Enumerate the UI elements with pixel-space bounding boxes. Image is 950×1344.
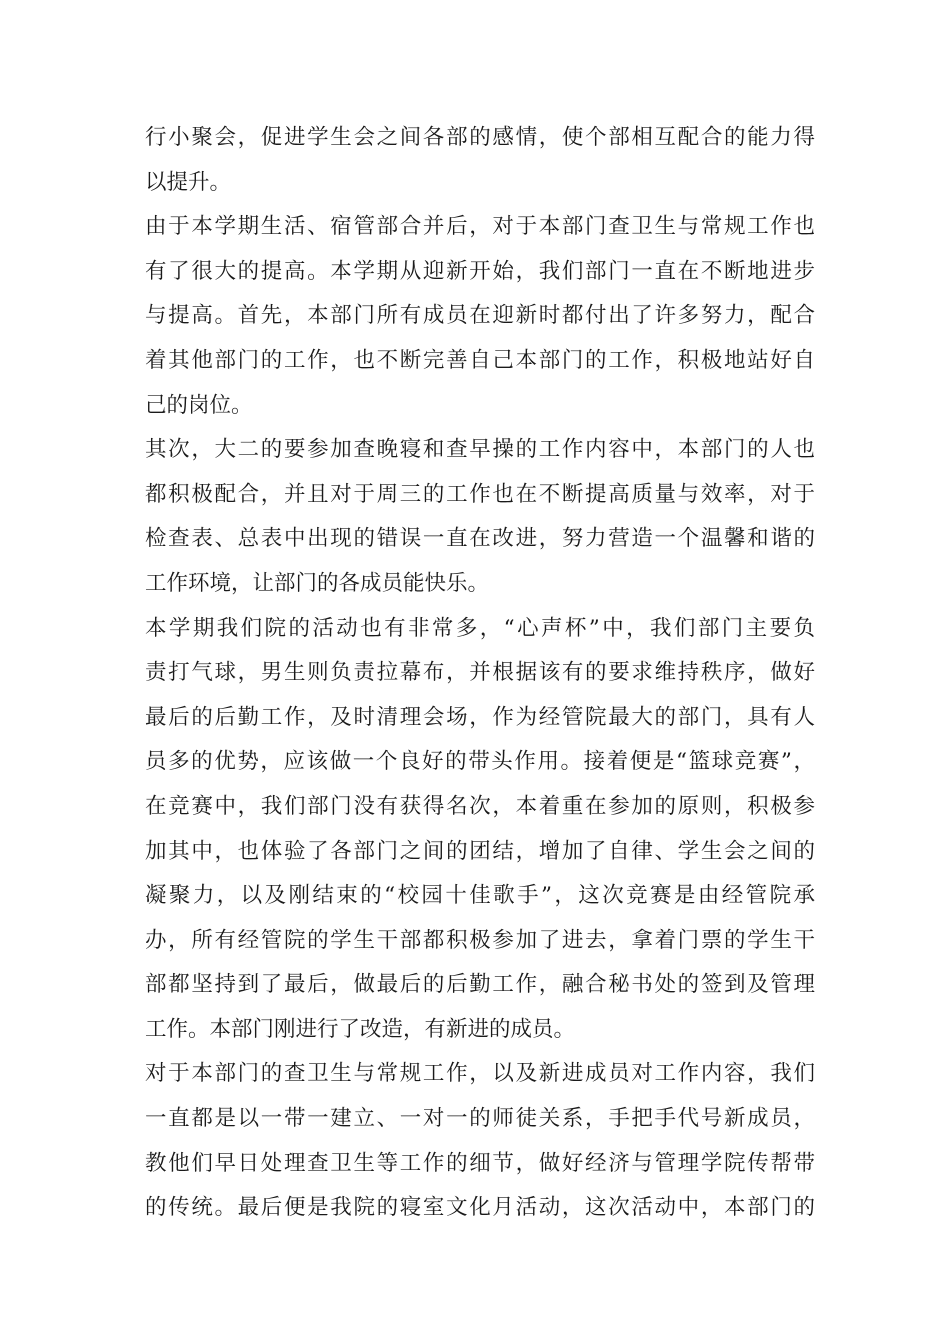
text-line: 都积极配合，并且对于周三的工作也在不断提高质量与效率，对于 <box>145 481 815 507</box>
text-line: 员多的优势，应该做一个良好的带头作用。接着便是“篮球竞赛”， <box>145 749 815 775</box>
text-line: 着其他部门的工作，也不断完善自己本部门的工作，积极地站好自 <box>145 347 815 373</box>
text-line: 加其中，也体验了各部门之间的团结，增加了自律、学生会之间的 <box>145 838 815 864</box>
body-text <box>145 116 815 1231</box>
text-line: 与提高。首先，本部门所有成员在迎新时都付出了许多努力，配合 <box>145 303 815 329</box>
text-line: 教他们早日处理查卫生等工作的细节，做好经济与管理学院传帮带 <box>145 1150 815 1176</box>
text-line: 对于本部门的查卫生与常规工作，以及新进成员对工作内容，我们 <box>145 1061 815 1087</box>
text-line: 本学期我们院的活动也有非常多，“心声杯”中，我们部门主要负 <box>145 615 815 641</box>
text-line: 在竞赛中，我们部门没有获得名次，本着重在参加的原则，积极参 <box>145 793 815 819</box>
text-line: 凝聚力，以及刚结束的“校园十佳歌手”，这次竞赛是由经管院承 <box>145 883 815 909</box>
text-line: 部都坚持到了最后，做最后的后勤工作，融合秘书处的签到及管理 <box>145 972 815 998</box>
text-line: 的传统。最后便是我院的寝室文化月活动，这次活动中，本部门的 <box>145 1195 815 1221</box>
text-line: 责打气球，男生则负责拉幕布，并根据该有的要求维持秩序，做好 <box>145 660 815 686</box>
text-line: 由于本学期生活、宿管部合并后，对于本部门查卫生与常规工作也 <box>145 214 815 240</box>
text-line: 办，所有经管院的学生干部都积极参加了进去，拿着门票的学生干 <box>145 927 815 953</box>
text-line: 检查表、总表中出现的错误一直在改进，努力营造一个温馨和谐的 <box>145 526 815 552</box>
text-line: 有了很大的提高。本学期从迎新开始，我们部门一直在不断地进步 <box>145 258 815 284</box>
text-line: 其次，大二的要参加查晚寝和查早操的工作内容中，本部门的人也 <box>145 437 815 463</box>
text-line: 行小聚会，促进学生会之间各部的感情，使个部相互配合的能力得 <box>145 125 815 150</box>
text-line: 工作。本部门刚进行了改造，有新进的成员。 <box>145 1016 576 1042</box>
text-line: 己的岗位。 <box>145 392 253 418</box>
text-line: 工作环境，让部门的各成员能快乐。 <box>145 570 490 596</box>
text-line: 以提升。 <box>145 169 232 195</box>
text-line: 一直都是以一带一建立、一对一的师徒关系，手把手代号新成员， <box>145 1106 815 1132</box>
text-line: 最后的后勤工作，及时清理会场，作为经管院最大的部门，具有人 <box>145 704 815 730</box>
